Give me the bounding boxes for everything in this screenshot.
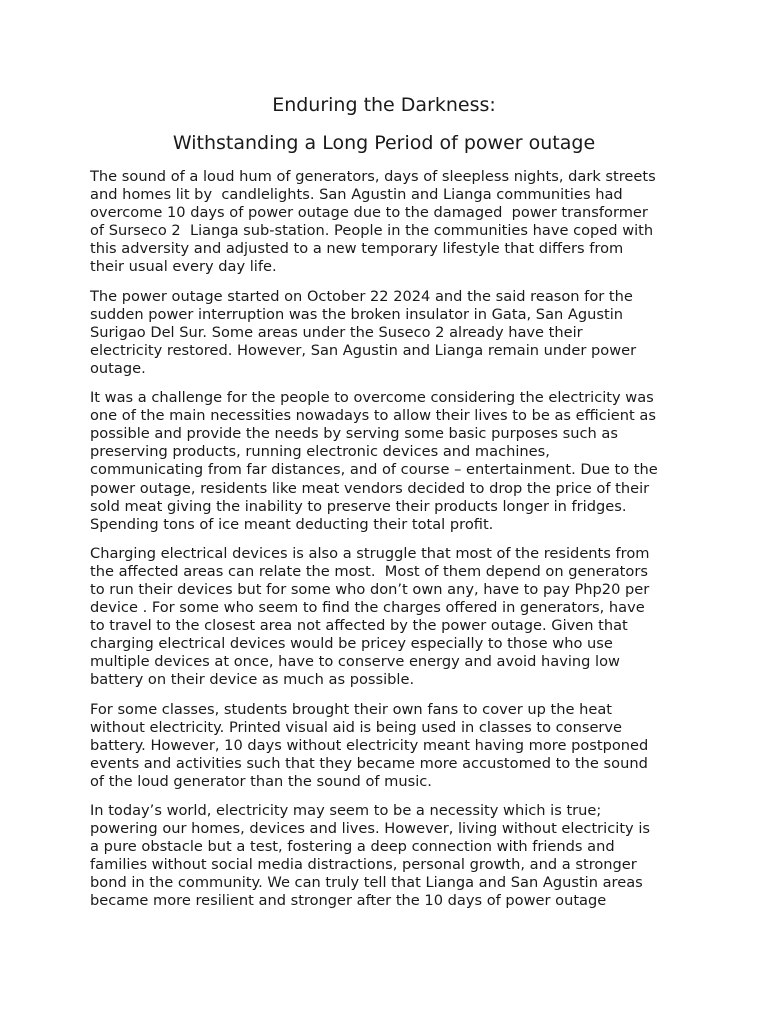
paragraph-5: For some classes, students brought their own fans to cover up the heat without electricity. Printed visual aid is being used in classes to conserve battery. However, 10 days without electricity meant having more postponed events and activities such that they became more accustomed to the sound of the loud generator than the sound of music. — [90, 700, 649, 790]
paragraph-3: It was a challenge for the people to overcome considering the electricity was one of the main necessities nowadays to allow their lives to be as efficient as possible and provide the needs by serving some basic purposes such as preserving products, running electronic devices and machines, communicating from far distances, and of course – entertainment. Due to the power outage, residents like meat vendors decided to drop the price of their sold meat giving the inability to preserve their products longer in fridges. Spending tons of ice meant deducting their total profit. — [90, 389, 658, 533]
document-title: Enduring the Darkness: — [272, 94, 496, 116]
paragraph-2: The power outage started on October 22 2024 and the said reason for the sudden power interruption was the broken insulator in Gata, San Agustin Surigao Del Sur. Some areas under the Suseco 2 already have their electricity restored. However, San Agustin and Lianga remain under power outage. — [90, 287, 637, 377]
document-body — [90, 168, 690, 922]
document-subtitle: Withstanding a Long Period of power outage — [172, 132, 596, 154]
paragraph-4: Charging electrical devices is also a struggle that most of the residents from the affected areas can relate the most. Most of them depend on generators to run their devices but for some who don’t own any, have to pay Php20 per device . For some who seem to find the charges offered in generators, have to travel to the closest area not affected by the power outage. Given that charging electrical devices would be pricey especially to those who use multiple devices at once, have to conserve energy and avoid having low battery on their device as much as possible. — [90, 544, 650, 689]
paragraph-1: The sound of a loud hum of generators, days of sleepless nights, dark streets and homes lit by candlelights. San Agustin and Lianga communities had overcome 10 days of power outage due to the damaged power transformer of Surseco 2 Lianga sub-station. People in the communities have coped with this adversity and adjusted to a new temporary lifestyle that differs from their usual every day life. — [90, 168, 656, 276]
paragraph-6: In today’s world, electricity may seem to be a necessity which is true; powering our homes, devices and lives. However, living without electricity is a pure obstacle but a test, fostering a deep connection with friends and families without social media distractions, personal growth, and a stronger bond in the community. We can truly tell that Lianga and San Agustin areas became more resilient and stronger after the 10 days of power outage — [90, 802, 650, 910]
